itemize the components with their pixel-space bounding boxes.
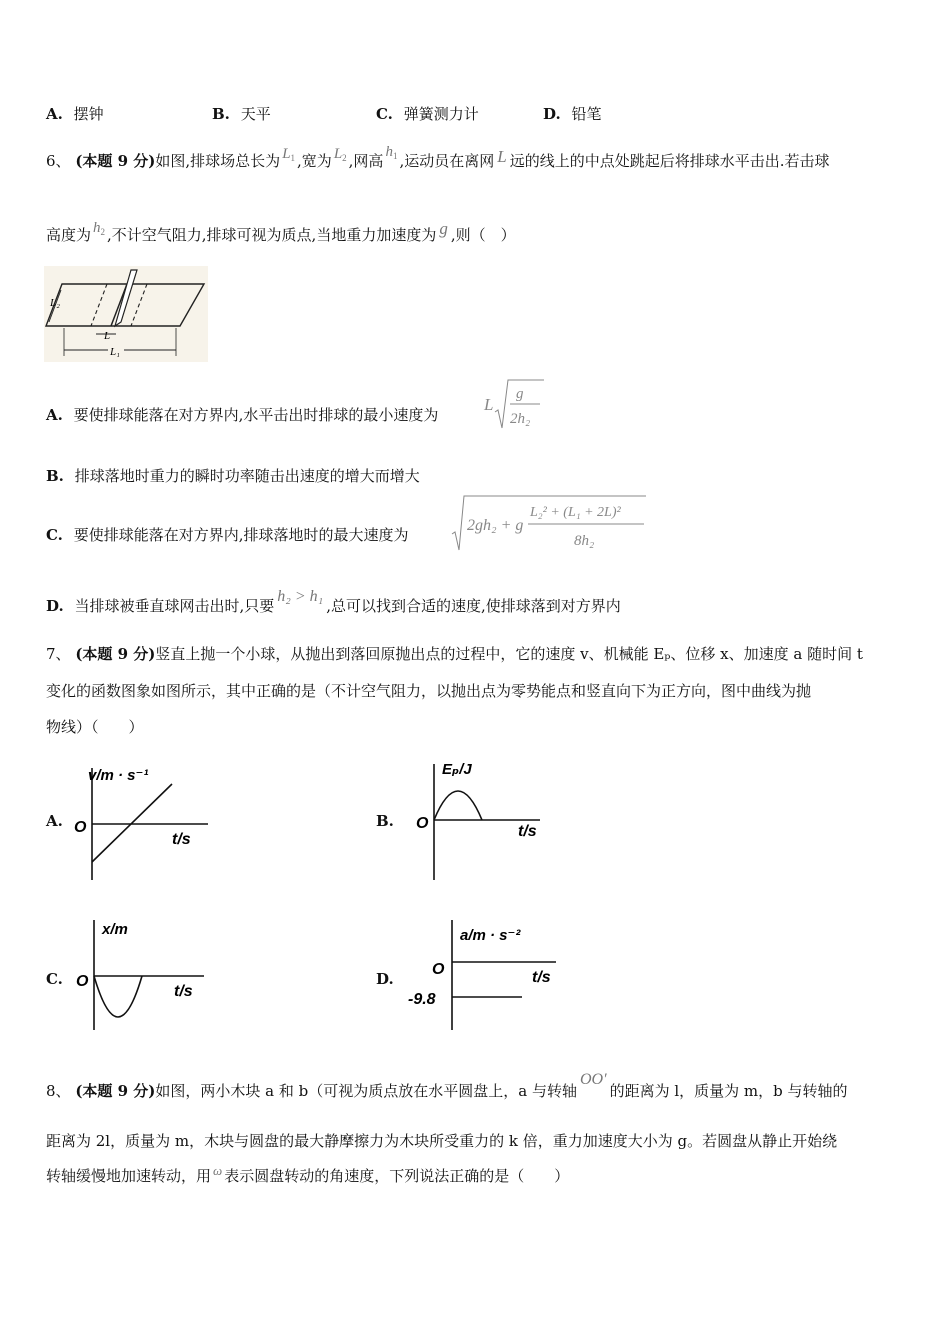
volleyball-court-figure bbox=[44, 266, 208, 362]
question-number: 6、 bbox=[46, 152, 71, 170]
y-axis-label: Eₚ/J bbox=[442, 761, 472, 778]
question-header: (本题 9 分) bbox=[75, 645, 156, 663]
graph-energy-time bbox=[400, 752, 548, 884]
q5-option-b bbox=[212, 103, 271, 124]
q5-option-d bbox=[543, 103, 602, 124]
formula-denominator: 8h₂ bbox=[574, 533, 595, 549]
formula-numerator: L₂² + (L₁ + 2L)² bbox=[530, 505, 621, 520]
y-axis-label: x/m bbox=[102, 921, 128, 938]
origin-label: O bbox=[76, 973, 89, 990]
origin-label: O bbox=[74, 819, 87, 836]
graph-velocity-time bbox=[68, 760, 216, 884]
option-letter: A. bbox=[46, 406, 63, 424]
symbol-L1: $L_1$ bbox=[282, 146, 296, 163]
option-text: 弹簧测力计 bbox=[403, 105, 479, 123]
option-letter: D. bbox=[543, 105, 561, 123]
energy-curve bbox=[434, 791, 482, 820]
option-text: 天平 bbox=[240, 105, 271, 123]
label-l: L bbox=[104, 330, 111, 342]
x-axis-label: t/s bbox=[532, 969, 551, 986]
option-letter: C. bbox=[46, 526, 63, 544]
option-text: 要使排球能落在对方界内,排球落地时的最大速度为 bbox=[73, 526, 409, 544]
q5-option-c bbox=[376, 103, 479, 124]
option-letter: D. bbox=[46, 597, 64, 615]
formula-max-speed bbox=[450, 492, 650, 556]
q7-line-2: 变化的函数图象如图所示，其中正确的是（不计空气阻力，以抛出点为零势能点和竖直向下为正方向，图中曲线为抛 bbox=[46, 682, 812, 700]
option-letter: C. bbox=[376, 105, 393, 123]
option-letter: A. bbox=[46, 105, 63, 123]
symbol-axis: OO′ bbox=[579, 1071, 607, 1088]
option-text: 当排球被垂直球网击出时,只要 bbox=[74, 597, 275, 615]
question-number: 8、 bbox=[46, 1082, 71, 1100]
q7-line-3: 物线）（ ） bbox=[46, 718, 144, 736]
symbol-h2: $h_2$ bbox=[93, 220, 106, 237]
x-axis-label: t/s bbox=[518, 823, 537, 840]
formula-denominator: 2h₂ bbox=[510, 411, 531, 427]
figure-background bbox=[44, 266, 208, 362]
y-axis-label: v/m · s⁻¹ bbox=[88, 767, 149, 784]
symbol-g: g bbox=[439, 219, 448, 238]
origin-label: O bbox=[432, 961, 445, 978]
formula-numerator: g bbox=[516, 386, 524, 402]
displacement-curve bbox=[94, 976, 142, 1017]
q6-option-d: D. 当排球被垂直球网击出时,只要h₂ > h₁,总可以找到合适的速度,使排球落到对方界内 bbox=[46, 588, 621, 615]
question-number: 7、 bbox=[46, 645, 71, 663]
graph-acceleration-time bbox=[400, 914, 560, 1034]
value-label: -9.8 bbox=[408, 991, 436, 1008]
symbol-omega: ω bbox=[213, 1163, 223, 1178]
symbol-h1: $h_1$ bbox=[385, 144, 398, 161]
q6-option-a bbox=[46, 404, 438, 425]
symbol-L2: $L_2$ bbox=[333, 146, 347, 163]
formula-left: 2gh₂ + g bbox=[467, 517, 524, 534]
q6-option-c bbox=[46, 524, 408, 545]
q7-option-b-letter: B. bbox=[376, 812, 394, 830]
x-axis-label: t/s bbox=[172, 831, 191, 848]
graph-displacement-time bbox=[70, 914, 210, 1034]
q8-line-1: 8、 (本题 9 分)如图，两小木块 a 和 b（可视为质点放在水平圆盘上，a 与转轴OO′的距离为 l，质量为 m，b 与转轴的 bbox=[46, 1071, 848, 1100]
formula-l: L bbox=[484, 395, 494, 414]
q8-line-2: 距离为 2l，质量为 m，木块与圆盘的最大静摩擦力为木块所受重力的 k 倍，重力加速度大小为 g。若圆盘从静止开始绕 bbox=[46, 1132, 838, 1150]
q7-line-1: 7、 (本题 9 分)竖直上抛一个小球，从抛出到落回原抛出点的过程中，它的速度 v、机械能 Eₚ、位移 x、加速度 a 随时间 t bbox=[46, 645, 863, 663]
label-l2: L₂ bbox=[50, 297, 60, 309]
question-header: (本题 9 分) bbox=[75, 152, 156, 170]
option-text: 要使排球能落在对方界内,水平击出时排球的最小速度为 bbox=[73, 406, 439, 424]
y-axis-label: a/m · s⁻² bbox=[460, 927, 521, 944]
option-letter: B. bbox=[212, 105, 230, 123]
formula-min-speed bbox=[482, 376, 546, 436]
origin-label: O bbox=[416, 815, 429, 832]
question-header: (本题 9 分) bbox=[75, 1082, 156, 1100]
formula-h-compare: h₂ > h₁ bbox=[277, 588, 324, 605]
q8-line-3: 转轴缓慢地加速转动，用 ω 表示圆盘转动的角速度，下列说法正确的是（ ） bbox=[46, 1163, 570, 1185]
q7-option-c-letter: C. bbox=[46, 970, 63, 988]
q5-option-a bbox=[46, 103, 104, 124]
option-letter: B. bbox=[46, 467, 64, 485]
velocity-line bbox=[92, 784, 172, 862]
q7-option-d-letter: D. bbox=[376, 970, 394, 988]
q6-option-b bbox=[46, 465, 420, 486]
q6-line-2: 高度为 $h_2$ ,不计空气阻力,排球可视为质点,当地重力加速度为 g ,则（ ） bbox=[46, 219, 516, 244]
symbol-L: L bbox=[497, 147, 507, 166]
option-text: 摆钟 bbox=[73, 105, 104, 123]
q6-line-1: 6、 (本题 9 分)如图,排球场总长为 $L_1$ ,宽为 $L_2$ ,网高 $h_1$ ,运动员在离网 L 远的线上的中点处跳起后将排球水平击出.若击球 bbox=[46, 144, 830, 170]
label-l1: L₁ bbox=[110, 346, 120, 358]
option-text: 排球落地时重力的瞬时功率随击出速度的增大而增大 bbox=[74, 467, 420, 485]
q7-option-a-letter: A. bbox=[46, 812, 63, 830]
option-text: 铅笔 bbox=[571, 105, 602, 123]
x-axis-label: t/s bbox=[174, 983, 193, 1000]
